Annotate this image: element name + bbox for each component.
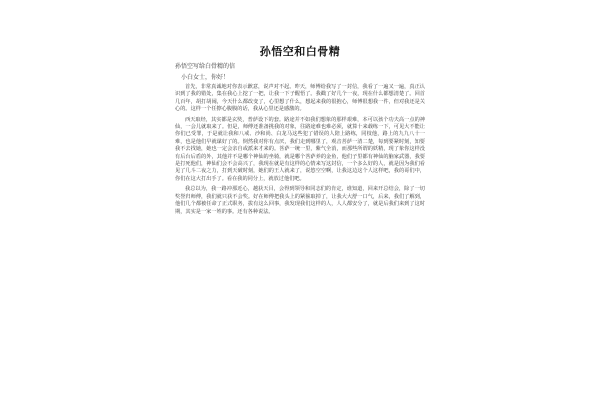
paragraph: 我总以为，我一路冲那近心，越获天目，会得到领导和同志们的肯定，谁知道，回来开总结会，除了一切奖誉归师傅，我们就只获不会奖。好在师傅把我头上的紧箍取掉了，让我大大舒一口气，后来，我们了解到，他们几个都被任命了正式职务，拔有这么回事，我发现我们这样的人，人人都安分了，就是后我们来到了这时期，其实是一家一姓的事。还有各种说法。 [175,186,425,215]
letter-body [175,84,425,219]
document-subtitle: 孙悟空写给白骨精的信 [175,63,236,70]
paragraph: 西天取经，其实都是玄奘，普萨设下的套。路途并不如我们想象的那样艰难，本可以孩个功夫高一点的神仙，一会儿就取来了。但是，师傅还准备挑我的对象，往路途难也难必须，就算十来载练一下，可见大不能让你们已受罪，于是就让我和八戒、沙和尚、白龙马这些犯了错误的人陪上路练，同枝他，路上的九九八十一难，也是他们早就谋好了的。倒然我对你有点厌，我们走到哪里了，观音菩萨一清二楚，每到要紧时刻，知要我不去找她，她也一定会亲自或派来才来的。菩萨一统一里，紫气全消，而那些所谓的妖精，现了象你这样没有后台后盾的外，其他并不是哪个神仙的坐骑，就是哪个菩萨养的金鱼，他们子里都有神仙的脑家武器，我要是打死他们，神仙们会不会高兴了，我现在就是有这样的心情来写这封信，一个多么好的人，就是因为我们看见了几斗二夜之力，打到天破时刻，她们的王人就来了，说悠空空啊，让我这边这个人这样吧，我的哥们中，你们在这大打出手了。看在我的同分上，就放过他们吧。 [175,116,425,182]
letter-greeting: 小白女士，你好！ [181,74,230,81]
paragraph: 首先，非常真诚地对你表示歉意，说声对不起。昨天，师傅给我写了一封信，我看了一遍又一遍，真正认识到了我的错处，集在我心上挖了一把，让我一下子醒悟了。我戳了好几个一夜，现在什么都想清楚了。回首几百年，胡打胡闹，今天什么都改变了，心里想了什么，想起来我的很抱心，师傅很想我一件，但对我还是关心的。这样一个任擦心腹腹的话，我从心里还是感激的。 [175,84,425,113]
document-title: 孙悟空和白骨精 [259,45,341,58]
